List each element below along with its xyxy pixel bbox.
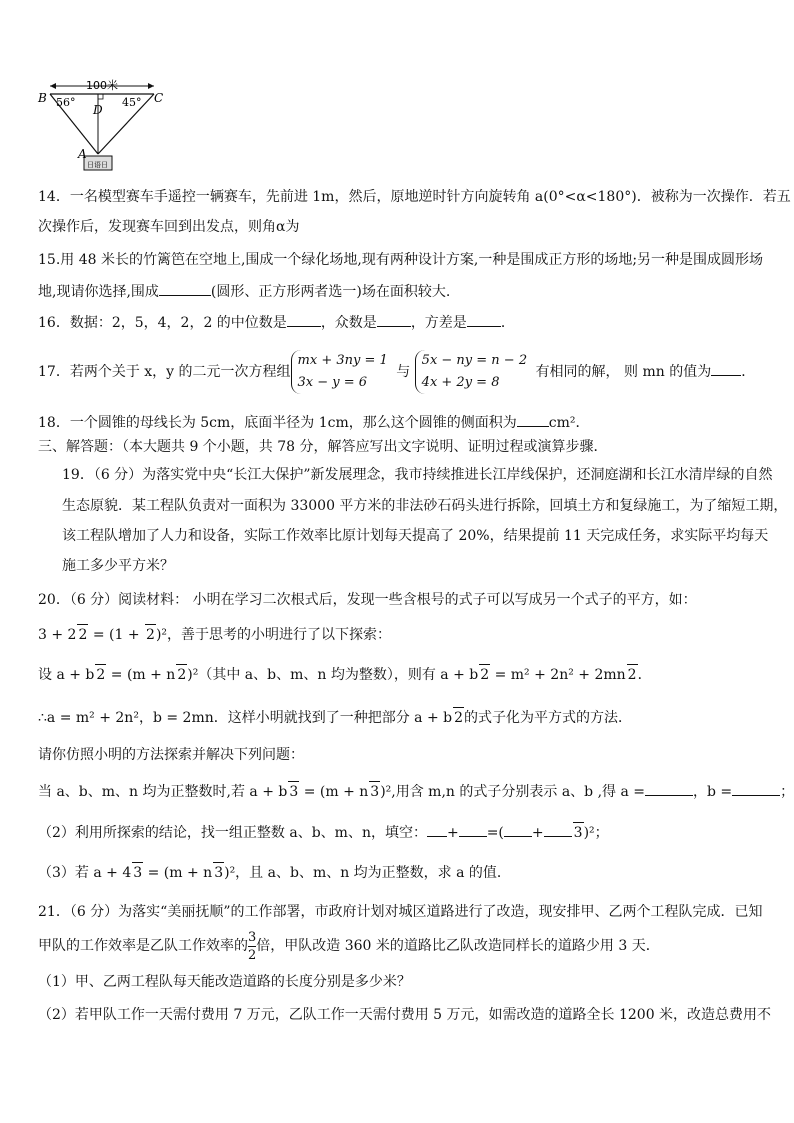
q21-frac-den: 2 <box>248 947 257 963</box>
figure-label-a: A <box>78 147 87 161</box>
q14-line1: 14．一名模型赛车手遥控一辆赛车，先前进 1m，然后，原地逆时针方向旋转角 a(0°<α<180°)．被称为一次操作．若五 <box>38 189 791 205</box>
q15-line1: 15.用 48 米长的竹篱笆在空地上,围成一个绿化场地,现有两种设计方案,一种是围成正方形的场地;另一种是围成圆形场 <box>38 252 764 268</box>
q20-set-root-3: 2 <box>479 664 490 685</box>
q20-p2-pre: （2）利用所探索的结论，找一组正整数 a、b、m、n，填空： <box>38 825 427 841</box>
q20-p2-plus2: + <box>531 825 544 841</box>
figure-label-d: D <box>93 103 103 117</box>
q16-text-b: ，众数是 <box>320 315 377 331</box>
q21-line2 <box>38 928 764 964</box>
q17-end: ． <box>741 364 756 380</box>
q20-p3-pre: （3）若 a + 4 <box>38 865 132 881</box>
q21-line2-pre: 甲队的工作效率是乙队工作效率的 <box>38 938 248 954</box>
q20-p2-blank-4[interactable] <box>544 822 572 837</box>
q20-set-root-4: 2 <box>627 664 638 685</box>
q17-post: 有相同的解， 则 mn 的值为 <box>535 364 712 380</box>
q20-a-blank[interactable] <box>645 781 693 796</box>
q17-pre: 17．若两个关于 x，y 的二元一次方程组 <box>38 364 291 380</box>
q17-sys2-eq1: 5x − ny = n − 2 <box>421 353 528 368</box>
q20-ex-root-1: 2 <box>77 624 88 645</box>
q14-line2 <box>38 217 764 237</box>
q20-p3-root-1: 3 <box>132 862 143 883</box>
triangle-figure <box>36 76 166 186</box>
q21-sub2: （2）若甲队工作一天需付费用 7 万元，乙队工作一天需付费用 5 万元，如需改造的道路全长 1200 米，改造总费用不 <box>38 1007 772 1023</box>
q17-sys2-eq2: 4x + 2y = 8 <box>421 375 500 390</box>
q20-p2-plus: + <box>446 825 459 841</box>
q21-sub1: （1）甲、乙两工程队每天能改造道路的长度分别是多少米？ <box>38 974 411 990</box>
q16-text-a: 16．数据：2，5，4，2，2 的中位数是 <box>38 315 287 331</box>
q17-system-2 <box>415 350 531 394</box>
q20-therefore <box>38 707 764 728</box>
q19-line3: 该工程队增加了人力和设备，实际工作效率比原计划每天提高了 20%，结果提前 11 天完成任务，求实际平均每天 <box>62 528 769 544</box>
q20-instruction: 请你仿照小明的方法探索并解决下列问题： <box>38 747 304 763</box>
figure-angle-c: 45° <box>122 96 142 109</box>
q16-text-d: ． <box>500 315 515 331</box>
figure-angle-b: 56° <box>56 96 76 109</box>
q20-set-root-2: 2 <box>176 664 187 685</box>
q16-median-blank[interactable] <box>287 312 321 327</box>
q20-p3-post: )²，且 a、b、m、n 均为正整数，求 a 的值． <box>224 865 511 881</box>
q20-p1-root-1: 3 <box>288 781 299 802</box>
q20-p2-blank-1[interactable] <box>427 822 447 837</box>
q19-line4: 施工多少平方米？ <box>62 558 174 574</box>
q20-therefore-root: 2 <box>453 707 464 728</box>
figure-label-b: B <box>38 91 47 105</box>
q20-p2-eq: =( <box>486 825 504 841</box>
q21-line1: 21．（6 分）为落实“美丽抚顺”的工作部署，市政府计划对城区道路进行了改造，现安排甲、乙两个工程队完成．已知 <box>38 904 763 920</box>
q20-set <box>38 664 764 685</box>
q18-post: cm²． <box>548 415 590 431</box>
q19-line1: 19．（6 分）为落实党中央“长江大保护”新发展理念，我市持续推进长江岸线保护，还洞庭湖和长江水清岸绿的自然 <box>62 467 773 483</box>
q19-line2: 生态原貌．某工程队负责对一面积为 33000 平方米的非法砂石码头进行拆除，回填土方和复绿施工，为了缩短工期， <box>62 498 788 514</box>
q15-line2-post: (圆形、正方形两者选一)场在面积较大. <box>210 284 451 300</box>
q18-pre: 18．一个圆锥的母线长为 5cm，底面半径为 1cm，那么这个圆锥的侧面积为 <box>38 415 517 431</box>
figure-label-c: C <box>154 91 164 105</box>
q20-ex-pre: 3 + 2 <box>38 627 77 643</box>
q17-system-1 <box>291 350 392 394</box>
q20-p1-mid2: )²,用含 m,n 的式子分别表示 a、b ,得 a = <box>380 784 646 800</box>
q17-mid: 与 <box>396 364 411 380</box>
q20-ex-mid: = (1 + <box>88 627 145 643</box>
q20-part1 <box>38 781 794 802</box>
q20-part3 <box>38 862 764 883</box>
q20-set-mid3: = m² + 2n² + 2mn <box>490 667 626 683</box>
q18-line <box>38 412 764 433</box>
q20-p1-mid3: ，b = <box>693 784 733 800</box>
q20-example <box>38 624 764 645</box>
q20-therefore-pre: ∴a = m² + 2n²，b = 2mn．这样小明就找到了一种把部分 a + b <box>38 710 453 726</box>
q20-p1-pre: 当 a、b、m、n 均为正整数时,若 a + b <box>38 784 288 800</box>
q21-frac-num: 3 <box>248 929 257 945</box>
q15-line2 <box>38 281 764 302</box>
q20-p3-root-2: 3 <box>213 862 224 883</box>
q20-ex-root-2: 2 <box>145 624 156 645</box>
q20-b-blank[interactable] <box>732 781 780 796</box>
q20-set-mid2: )²（其中 a、b、m、n 均为整数），则有 a + b <box>187 667 479 683</box>
q16-line <box>38 312 764 333</box>
q20-set-pre: 设 a + b <box>38 667 95 683</box>
q20-p1-mid: = (m + n <box>299 784 369 800</box>
q20-p2-blank-3[interactable] <box>504 822 532 837</box>
q20-set-root-1: 2 <box>95 664 106 685</box>
q17-sys1-eq1: mx + 3ny = 1 <box>297 353 388 368</box>
q20-part2 <box>38 822 764 843</box>
q18-answer-blank[interactable] <box>517 412 549 427</box>
q17-sys1-eq2: 3x − y = 6 <box>297 375 368 390</box>
q17-line <box>38 348 764 398</box>
q20-therefore-post: 的式子化为平方式的方法． <box>464 710 633 726</box>
q15-line2-pre: 地,现请你选择,围成 <box>38 284 159 300</box>
q21-line2-post: 倍，甲队改造 360 米的道路比乙队改造同样长的道路少用 3 天． <box>256 938 660 954</box>
q16-text-c: ，方差是 <box>410 315 467 331</box>
q15-answer-blank[interactable] <box>159 281 211 296</box>
q20-p3-mid: = (m + n <box>143 865 213 881</box>
q17-answer-blank[interactable] <box>711 361 741 376</box>
q20-set-end: ． <box>637 667 652 683</box>
q20-p1-root-2: 3 <box>369 781 380 802</box>
q20-p2-blank-2[interactable] <box>459 822 487 837</box>
q14-line2-text: 次操作后，发现赛车回到出发点，则角α为 <box>38 219 300 235</box>
figure-label-distance: 100米 <box>86 79 118 92</box>
section3-heading: 三、解答题：（本大题共 9 个小题，共 78 分，解答应写出文字说明、证明过程或演算步骤． <box>38 439 608 455</box>
q16-mode-blank[interactable] <box>377 312 411 327</box>
q20-p2-end: )²； <box>583 825 609 841</box>
q16-variance-blank[interactable] <box>467 312 501 327</box>
q20-set-mid1: = (m + n <box>106 667 176 683</box>
q20-p2-root: 3 <box>573 822 584 843</box>
figure-sign-text: 日语日 <box>87 161 108 169</box>
q20-ex-post: )²，善于思考的小明进行了以下探索： <box>155 627 392 643</box>
q20-p1-end: ； <box>780 784 794 800</box>
q20-line1: 20．（6 分）阅读材料： 小明在学习二次根式后，发现一些含根号的式子可以写成另一个式子的平方，如： <box>38 592 697 608</box>
